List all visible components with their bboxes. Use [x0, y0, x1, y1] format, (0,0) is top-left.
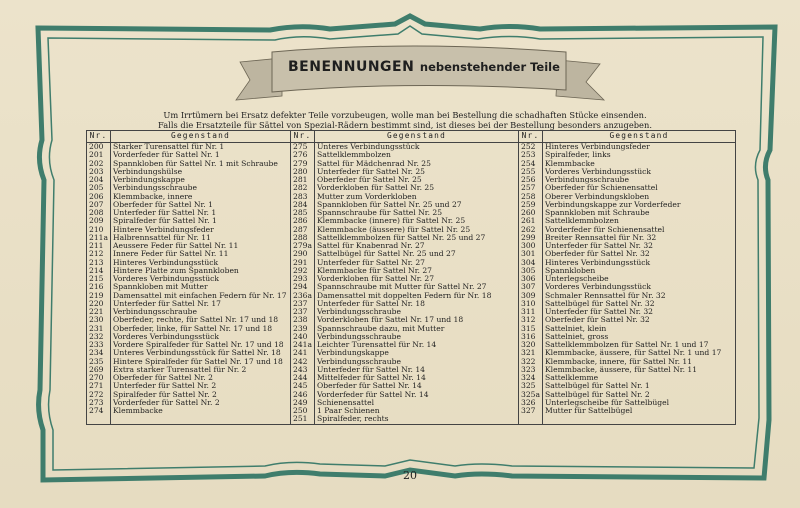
item-nr: 309	[519, 292, 543, 300]
item-nr: 234	[87, 349, 111, 357]
item-nr: 275	[291, 143, 315, 152]
table-row	[87, 160, 736, 168]
item-nr: 288	[291, 234, 315, 242]
item-nr: 271	[87, 382, 111, 390]
item-name: Sattelklemmbolzen für Sattel Nr. 1 und 17	[543, 341, 736, 349]
item-name: 1 Paar Schienen	[315, 407, 519, 415]
item-nr: 251	[291, 415, 315, 424]
item-nr: 284	[291, 201, 315, 209]
item-nr: 310	[519, 300, 543, 308]
item-nr: 231	[87, 325, 111, 333]
item-name: Mittelfeder für Sattel Nr. 14	[315, 374, 519, 382]
item-nr: 212	[87, 250, 111, 258]
item-name: Breiter Rennsattel für Nr. 32	[543, 234, 736, 242]
item-name: Spannkloben mit Mutter	[111, 283, 291, 291]
item-name: Unterfeder für Sattel Nr. 17	[111, 300, 291, 308]
item-name: Sattelklemmbolzen	[315, 151, 519, 159]
item-nr: 241	[291, 349, 315, 357]
item-name: Vorderes Verbindungsstück	[543, 168, 736, 176]
table-row	[87, 201, 736, 209]
item-name: Sattelbügel für Sattel Nr. 2	[543, 391, 736, 399]
item-name: Damensattel mit einfachen Federn für Nr. 17	[111, 292, 291, 300]
item-name: Klemmbacke, innere	[111, 193, 291, 201]
item-nr: 279	[291, 160, 315, 168]
item-nr: 282	[291, 184, 315, 192]
banner-title-sub: nebenstehender Teile	[419, 60, 560, 74]
item-nr: 254	[519, 160, 543, 168]
item-nr: 235	[87, 358, 111, 366]
item-name: Hintere Spiralfeder für Sattel Nr. 17 und 18	[111, 358, 291, 366]
item-name: Oberfeder für Sattel Nr. 25	[315, 176, 519, 184]
table-row	[87, 250, 736, 258]
table-row	[87, 333, 736, 341]
item-name: Oberfeder für Sattel Nr. 2	[111, 374, 291, 382]
item-nr: 299	[519, 234, 543, 242]
banner-title	[288, 56, 560, 75]
item-name	[543, 415, 736, 424]
item-name: Mutter zum Vorderkloben	[315, 193, 519, 201]
item-name: Sattel für Mädchenrad Nr. 25	[315, 160, 519, 168]
item-name: Verbindungsschraube	[111, 184, 291, 192]
item-nr: 237	[291, 308, 315, 316]
item-name: Klemmbacke, innere, für Sattel Nr. 11	[543, 358, 736, 366]
item-name: Unterfeder für Sattel Nr. 27	[315, 259, 519, 267]
item-nr: 287	[291, 226, 315, 234]
item-name: Klemmbacke (innere) für Sattel Nr. 25	[315, 217, 519, 225]
item-nr: 252	[519, 143, 543, 152]
item-name: Unterlegscheibe	[543, 275, 736, 283]
item-name: Verbindungskappe	[111, 176, 291, 184]
table-row	[87, 151, 736, 159]
item-name: Hinteres Verbindungsstück	[111, 259, 291, 267]
item-name: Klemmbacke, äussere, für Sattel Nr. 1 und 17	[543, 349, 736, 357]
item-nr: 219	[87, 292, 111, 300]
item-name: Klemmbacke für Sattel Nr. 27	[315, 267, 519, 275]
item-nr: 305	[519, 267, 543, 275]
item-name: Oberfeder für Sattel Nr. 32	[543, 316, 736, 324]
item-name: Verbindungsschraube	[315, 358, 519, 366]
table-row	[87, 366, 736, 374]
item-name: Vorderfeder für Sattel Nr. 1	[111, 151, 291, 159]
item-nr: 220	[87, 300, 111, 308]
item-name: Oberfeder für Sattel Nr. 14	[315, 382, 519, 390]
item-nr: 307	[519, 283, 543, 291]
item-name: Oberfeder, linke, für Sattel Nr. 17 und 18	[111, 325, 291, 333]
item-nr: 204	[87, 176, 111, 184]
item-nr	[87, 415, 111, 424]
item-nr: 211a	[87, 234, 111, 242]
item-name: Spannkloben für Sattel Nr. 25 und 27	[315, 201, 519, 209]
item-nr: 304	[519, 259, 543, 267]
item-name: Klemmbacke	[543, 160, 736, 168]
item-name: Klemmbacke (äussere) für Sattel Nr. 25	[315, 226, 519, 234]
table-row	[87, 382, 736, 390]
item-nr: 245	[291, 382, 315, 390]
item-nr: 202	[87, 160, 111, 168]
item-nr: 242	[291, 358, 315, 366]
item-nr: 236a	[291, 292, 315, 300]
table-row	[87, 193, 736, 201]
item-nr: 201	[87, 151, 111, 159]
item-nr: 270	[87, 374, 111, 382]
item-nr: 232	[87, 333, 111, 341]
table-row	[87, 292, 736, 300]
item-name: Klemmbacke	[111, 407, 291, 415]
item-nr: 292	[291, 267, 315, 275]
item-name: Schienensattel	[315, 399, 519, 407]
table-row	[87, 143, 736, 152]
item-name: Klemmbacke, äussere, für Sattel Nr. 11	[543, 366, 736, 374]
table-row	[87, 415, 736, 424]
item-name: Spannkloben mit Schraube	[543, 209, 736, 217]
item-nr: 241a	[291, 341, 315, 349]
item-name: Unterfeder für Sattel Nr. 1	[111, 209, 291, 217]
item-name: Verbindungsschraube	[315, 333, 519, 341]
item-name: Aeussere Feder für Sattel Nr. 11	[111, 242, 291, 250]
item-name: Unterfeder für Sattel Nr. 14	[315, 366, 519, 374]
item-nr: 244	[291, 374, 315, 382]
item-nr: 281	[291, 176, 315, 184]
table-row	[87, 341, 736, 349]
item-name: Unterlegscheibe für Sattelbügel	[543, 399, 736, 407]
item-name: Damensattel mit doppelten Federn für Nr. 18	[315, 292, 519, 300]
item-nr: 273	[87, 399, 111, 407]
item-name: Sattelbügel für Sattel Nr. 1	[543, 382, 736, 390]
item-name: Hinteres Verbindungsstück	[543, 259, 736, 267]
item-name: Vorderes Verbindungsstück	[543, 283, 736, 291]
item-name: Unterfeder für Sattel Nr. 32	[543, 242, 736, 250]
intro-line-1: Um Irrtümern bei Ersatz defekter Teile vorzubeugen, wolle man bei Bestellung die schadhaften Stücke einsenden.	[163, 110, 647, 120]
item-name: Verbindungskappe	[315, 349, 519, 357]
item-nr: 286	[291, 217, 315, 225]
item-name: Spiralfeder für Sattel Nr. 2	[111, 391, 291, 399]
item-name: Leichter Turensattel für Nr. 14	[315, 341, 519, 349]
item-nr: 205	[87, 184, 111, 192]
table-row	[87, 259, 736, 267]
item-name: Sattelbügel für Sattel Nr. 25 und 27	[315, 250, 519, 258]
item-nr: 291	[291, 259, 315, 267]
item-nr: 306	[519, 275, 543, 283]
item-nr: 258	[519, 193, 543, 201]
item-nr: 301	[519, 250, 543, 258]
table-row	[87, 283, 736, 291]
table-row	[87, 308, 736, 316]
item-name: Verbindungsschraube	[315, 308, 519, 316]
item-nr: 238	[291, 316, 315, 324]
item-nr: 260	[519, 209, 543, 217]
item-name: Sattelklemme	[543, 374, 736, 382]
table-row	[87, 391, 736, 399]
item-name: Oberfeder für Sattel Nr. 32	[543, 250, 736, 258]
item-nr: 256	[519, 176, 543, 184]
table-row	[87, 242, 736, 250]
item-nr: 259	[519, 201, 543, 209]
item-name: Vorderfeder für Sattel Nr. 14	[315, 391, 519, 399]
item-nr: 200	[87, 143, 111, 152]
banner-title-main: BENENNUNGEN	[288, 59, 415, 75]
item-name: Sattelniet, gross	[543, 333, 736, 341]
item-nr: 250	[291, 407, 315, 415]
item-nr: 311	[519, 308, 543, 316]
item-nr: 243	[291, 366, 315, 374]
item-name: Verbindungshülse	[111, 168, 291, 176]
item-nr: 315	[519, 325, 543, 333]
parts-table	[86, 130, 736, 425]
item-nr: 203	[87, 168, 111, 176]
item-name: Vorderkloben für Sattel Nr. 27	[315, 275, 519, 283]
item-name: Unteres Verbindungsstück	[315, 143, 519, 152]
item-name	[111, 415, 291, 424]
item-nr: 290	[291, 250, 315, 258]
table-row	[87, 217, 736, 225]
item-name: Vorderfeder für Sattel Nr. 2	[111, 399, 291, 407]
item-nr: 262	[519, 226, 543, 234]
item-nr: 293	[291, 275, 315, 283]
item-nr: 325a	[519, 391, 543, 399]
item-nr: 316	[519, 333, 543, 341]
table-row	[87, 209, 736, 217]
item-nr: 312	[519, 316, 543, 324]
item-name: Oberfeder, rechte, für Sattel Nr. 17 und 18	[111, 316, 291, 324]
item-name: Innere Feder für Sattel Nr. 11	[111, 250, 291, 258]
item-nr: 206	[87, 193, 111, 201]
header-gegenstand: Gegenstand	[543, 131, 736, 143]
item-name: Spiralfeder für Sattel Nr. 1	[111, 217, 291, 225]
item-name: Verbindungsschraube	[543, 176, 736, 184]
item-nr: 269	[87, 366, 111, 374]
header-gegenstand: Gegenstand	[315, 131, 519, 143]
item-nr: 233	[87, 341, 111, 349]
item-nr: 210	[87, 226, 111, 234]
header-nr: Nr.	[291, 131, 315, 143]
table-row	[87, 226, 736, 234]
item-name: Sattelklemmbolzen für Sattel Nr. 25 und 27	[315, 234, 519, 242]
item-nr: 324	[519, 374, 543, 382]
item-name: Sattelklemmbolzen	[543, 217, 736, 225]
item-nr: 283	[291, 193, 315, 201]
item-nr: 272	[87, 391, 111, 399]
item-name: Starker Turensattel für Nr. 1	[111, 143, 291, 152]
item-nr: 323	[519, 366, 543, 374]
item-name: Spiralfeder, links	[543, 151, 736, 159]
item-nr: 214	[87, 267, 111, 275]
item-name: Vorderkloben für Sattel Nr. 25	[315, 184, 519, 192]
item-name: Unterfeder für Sattel Nr. 2	[111, 382, 291, 390]
table-header-row	[87, 131, 736, 143]
item-name: Vorderkloben für Sattel Nr. 17 und 18	[315, 316, 519, 324]
item-nr: 274	[87, 407, 111, 415]
item-nr: 230	[87, 316, 111, 324]
item-nr: 207	[87, 201, 111, 209]
item-nr: 213	[87, 259, 111, 267]
header-nr: Nr.	[87, 131, 111, 143]
item-nr: 276	[291, 151, 315, 159]
item-name: Spiralfeder, rechts	[315, 415, 519, 424]
table-row	[87, 349, 736, 357]
item-nr: 321	[519, 349, 543, 357]
item-name: Spannschraube mit Mutter für Sattel Nr. 27	[315, 283, 519, 291]
table-row	[87, 300, 736, 308]
table-row	[87, 358, 736, 366]
item-nr: 255	[519, 168, 543, 176]
item-name: Spannschraube dazu, mit Mutter	[315, 325, 519, 333]
page-number: 20	[403, 469, 417, 482]
header-nr: Nr.	[519, 131, 543, 143]
table-row	[87, 275, 736, 283]
item-nr: 239	[291, 325, 315, 333]
item-nr: 322	[519, 358, 543, 366]
table-row	[87, 399, 736, 407]
item-nr: 326	[519, 399, 543, 407]
item-name: Spannkloben für Sattel Nr. 1 mit Schraube	[111, 160, 291, 168]
item-name: Halbrennsattel für Nr. 11	[111, 234, 291, 242]
item-nr: 215	[87, 275, 111, 283]
item-nr: 327	[519, 407, 543, 415]
table-row	[87, 374, 736, 382]
item-name: Sattelniet, klein	[543, 325, 736, 333]
table-row	[87, 184, 736, 192]
item-name: Oberer Verbindungskloben	[543, 193, 736, 201]
item-name: Spannkloben	[543, 267, 736, 275]
item-name: Spannschraube für Sattel Nr. 25	[315, 209, 519, 217]
item-name: Oberfeder für Sattel Nr. 1	[111, 201, 291, 209]
item-name: Sattelbügel für Sattel Nr. 32	[543, 300, 736, 308]
item-name: Extra starker Turensattel für Nr. 2	[111, 366, 291, 374]
item-name: Hinteres Verbindungsfeder	[543, 143, 736, 152]
item-name: Sattel für Knabenrad Nr. 27	[315, 242, 519, 250]
item-nr: 208	[87, 209, 111, 217]
item-nr: 325	[519, 382, 543, 390]
table-row	[87, 316, 736, 324]
item-name: Hintere Platte zum Spannkloben	[111, 267, 291, 275]
item-nr: 211	[87, 242, 111, 250]
table-row	[87, 407, 736, 415]
item-nr: 253	[519, 151, 543, 159]
item-nr: 280	[291, 168, 315, 176]
item-name: Vorderes Verbindungsstück	[111, 333, 291, 341]
header-gegenstand: Gegenstand	[111, 131, 291, 143]
item-name: Vordere Spiralfeder für Sattel Nr. 17 und 18	[111, 341, 291, 349]
table-row	[87, 267, 736, 275]
item-name: Unterfeder für Sattel Nr. 25	[315, 168, 519, 176]
item-name: Vorderes Verbindungsstück	[111, 275, 291, 283]
item-name: Vorderfeder für Schienensattel	[543, 226, 736, 234]
table-row	[87, 234, 736, 242]
item-name: Verbindungsschraube	[111, 308, 291, 316]
table-row	[87, 176, 736, 184]
item-nr: 294	[291, 283, 315, 291]
item-nr: 237	[291, 300, 315, 308]
item-nr: 221	[87, 308, 111, 316]
item-nr	[519, 415, 543, 424]
item-name: Unteres Verbindungsstück für Sattel Nr. 18	[111, 349, 291, 357]
item-nr: 209	[87, 217, 111, 225]
item-nr: 285	[291, 209, 315, 217]
item-nr: 216	[87, 283, 111, 291]
item-name: Hintere Verbindungsfeder	[111, 226, 291, 234]
item-name: Unterfeder für Sattel Nr. 18	[315, 300, 519, 308]
item-name: Schmaler Rennsattel für Nr. 32	[543, 292, 736, 300]
item-name: Verbindungskappe zur Vorderfeder	[543, 201, 736, 209]
item-name: Unterfeder für Sattel Nr. 32	[543, 308, 736, 316]
item-nr: 300	[519, 242, 543, 250]
item-name: Mutter für Sattelbügel	[543, 407, 736, 415]
item-nr: 240	[291, 333, 315, 341]
item-nr: 257	[519, 184, 543, 192]
item-name: Oberfeder für Schienensattel	[543, 184, 736, 192]
item-nr: 246	[291, 391, 315, 399]
item-nr: 249	[291, 399, 315, 407]
table-row	[87, 168, 736, 176]
item-nr: 320	[519, 341, 543, 349]
table-row	[87, 325, 736, 333]
item-nr: 279a	[291, 242, 315, 250]
item-nr: 261	[519, 217, 543, 225]
intro-line-2: Falls die Ersatzteile für Sättel von Spezial-Rädern bestimmt sind, ist dieses bei der Bestellung besonders anzugeben.	[158, 120, 652, 130]
